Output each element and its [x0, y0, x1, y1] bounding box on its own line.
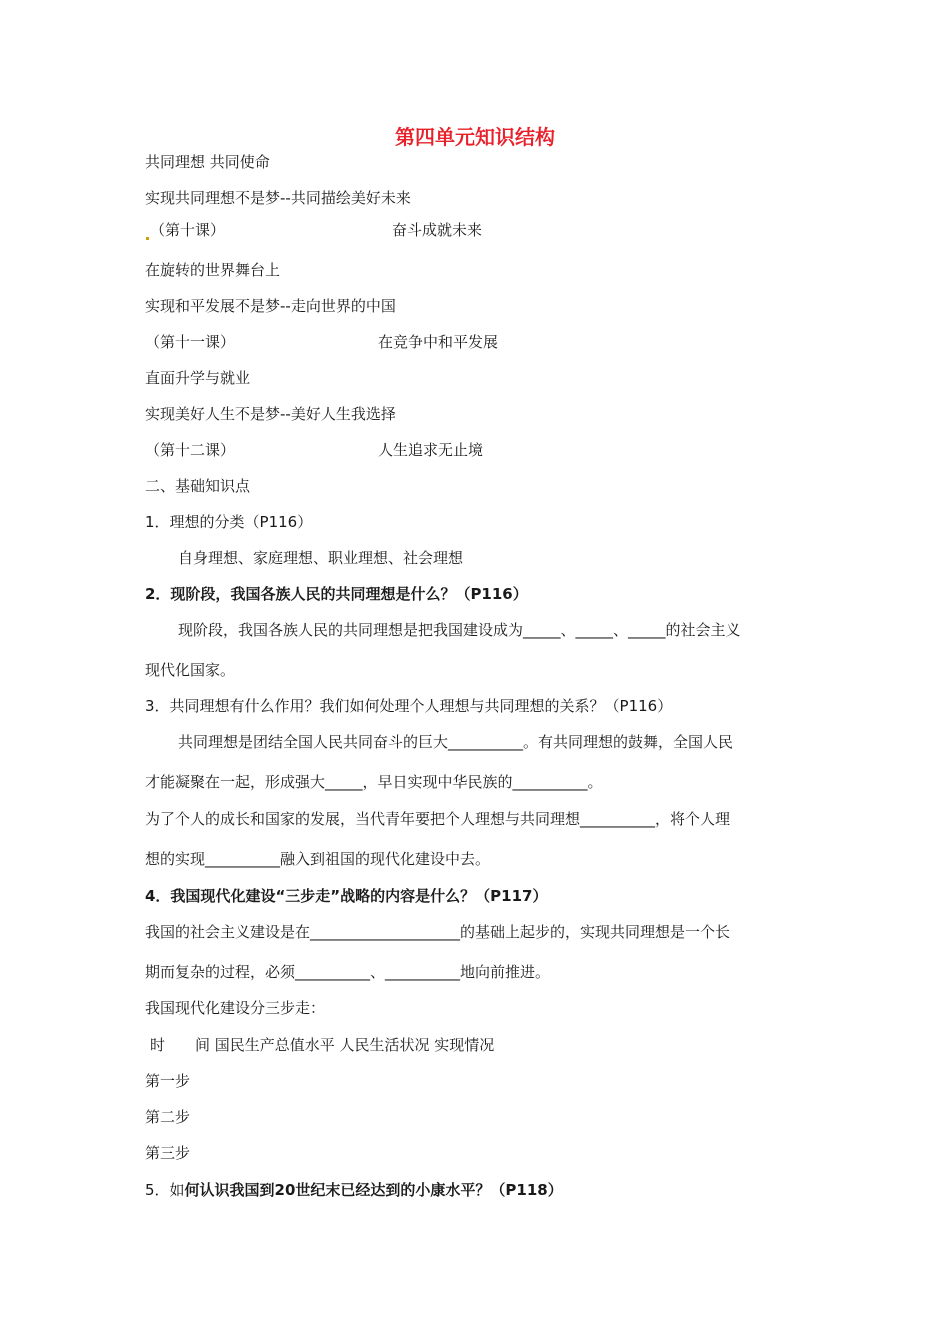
lesson-12-topic: 人生追求无止境 [378, 441, 484, 459]
structure-line-7: 直面升学与就业 [145, 369, 251, 387]
question-3: 3．共同理想有什么作用？我们如何处理个人理想与共同理想的关系？（P116） [145, 697, 673, 715]
step-1: 第一步 [145, 1072, 191, 1090]
lesson-10-label: （第十课） [150, 221, 226, 239]
question-1: 1．理想的分类（P116） [145, 513, 313, 531]
answer-3-line-4: 想的实现__________融入到祖国的现代化建设中去。 [145, 850, 491, 868]
question-5 [145, 1180, 563, 1200]
answer-4-line-1: 我国的社会主义建设是在____________________的基础上起步的，实现共同理想是一个长 [145, 923, 731, 941]
answer-2-line-1: 现阶段，我国各族人民的共同理想是把我国建设成为_____、_____、_____的社会主义 [178, 621, 741, 639]
answer-3-line-1: 共同理想是团结全国人民共同奋斗的巨大__________。有共同理想的鼓舞，全国人民 [178, 733, 734, 751]
structure-line-9 [145, 440, 484, 460]
question-5-body: 何认识我国到20世纪末已经达到的小康水平？（P118） [184, 1181, 563, 1199]
step-2: 第二步 [145, 1108, 191, 1126]
answer-3-line-3: 为了个人的成长和国家的发展，当代青年要把个人理想与共同理想__________，将个人理 [145, 810, 731, 828]
answer-1: 自身理想、家庭理想、职业理想、社会理想 [178, 549, 464, 567]
structure-line-6 [145, 332, 499, 352]
answer-4-line-3: 我国现代化建设分三步走： [145, 999, 326, 1017]
question-5-prefix: 5．如 [145, 1181, 185, 1199]
lesson-12-label: （第十二课） [145, 441, 236, 459]
answer-3-line-2: 才能凝聚在一起，形成强大_____，早日实现中华民族的__________。 [145, 773, 603, 791]
answer-4-line-2: 期而复杂的过程，必须__________、__________地向前推进。 [145, 963, 551, 981]
structure-line-3 [145, 220, 483, 240]
answer-2-line-2: 现代化国家。 [145, 661, 236, 679]
lesson-11-topic: 在竞争中和平发展 [378, 333, 499, 351]
structure-line-1: 共同理想 共同使命 [145, 153, 270, 171]
structure-line-8: 实现美好人生不是梦--美好人生我选择 [145, 405, 396, 423]
section-heading: 二、基础知识点 [145, 477, 251, 495]
lesson-11-label: （第十一课） [145, 333, 236, 351]
steps-table-header: 时 间 国民生产总值水平 人民生活状况 实现情况 [150, 1036, 495, 1054]
question-4: 4．我国现代化建设“三步走”战略的内容是什么？（P117） [145, 887, 548, 905]
structure-line-2: 实现共同理想不是梦--共同描绘美好未来 [145, 189, 411, 207]
step-3: 第三步 [145, 1144, 191, 1162]
structure-line-5: 实现和平发展不是梦--走向世界的中国 [145, 297, 396, 315]
question-2: 2．现阶段，我国各族人民的共同理想是什么？（P116） [145, 585, 528, 603]
structure-line-4: 在旋转的世界舞台上 [145, 261, 281, 279]
page-title: 第四单元知识结构 [395, 125, 555, 149]
marker-dot [146, 237, 149, 240]
lesson-10-topic: 奋斗成就未来 [392, 221, 483, 239]
